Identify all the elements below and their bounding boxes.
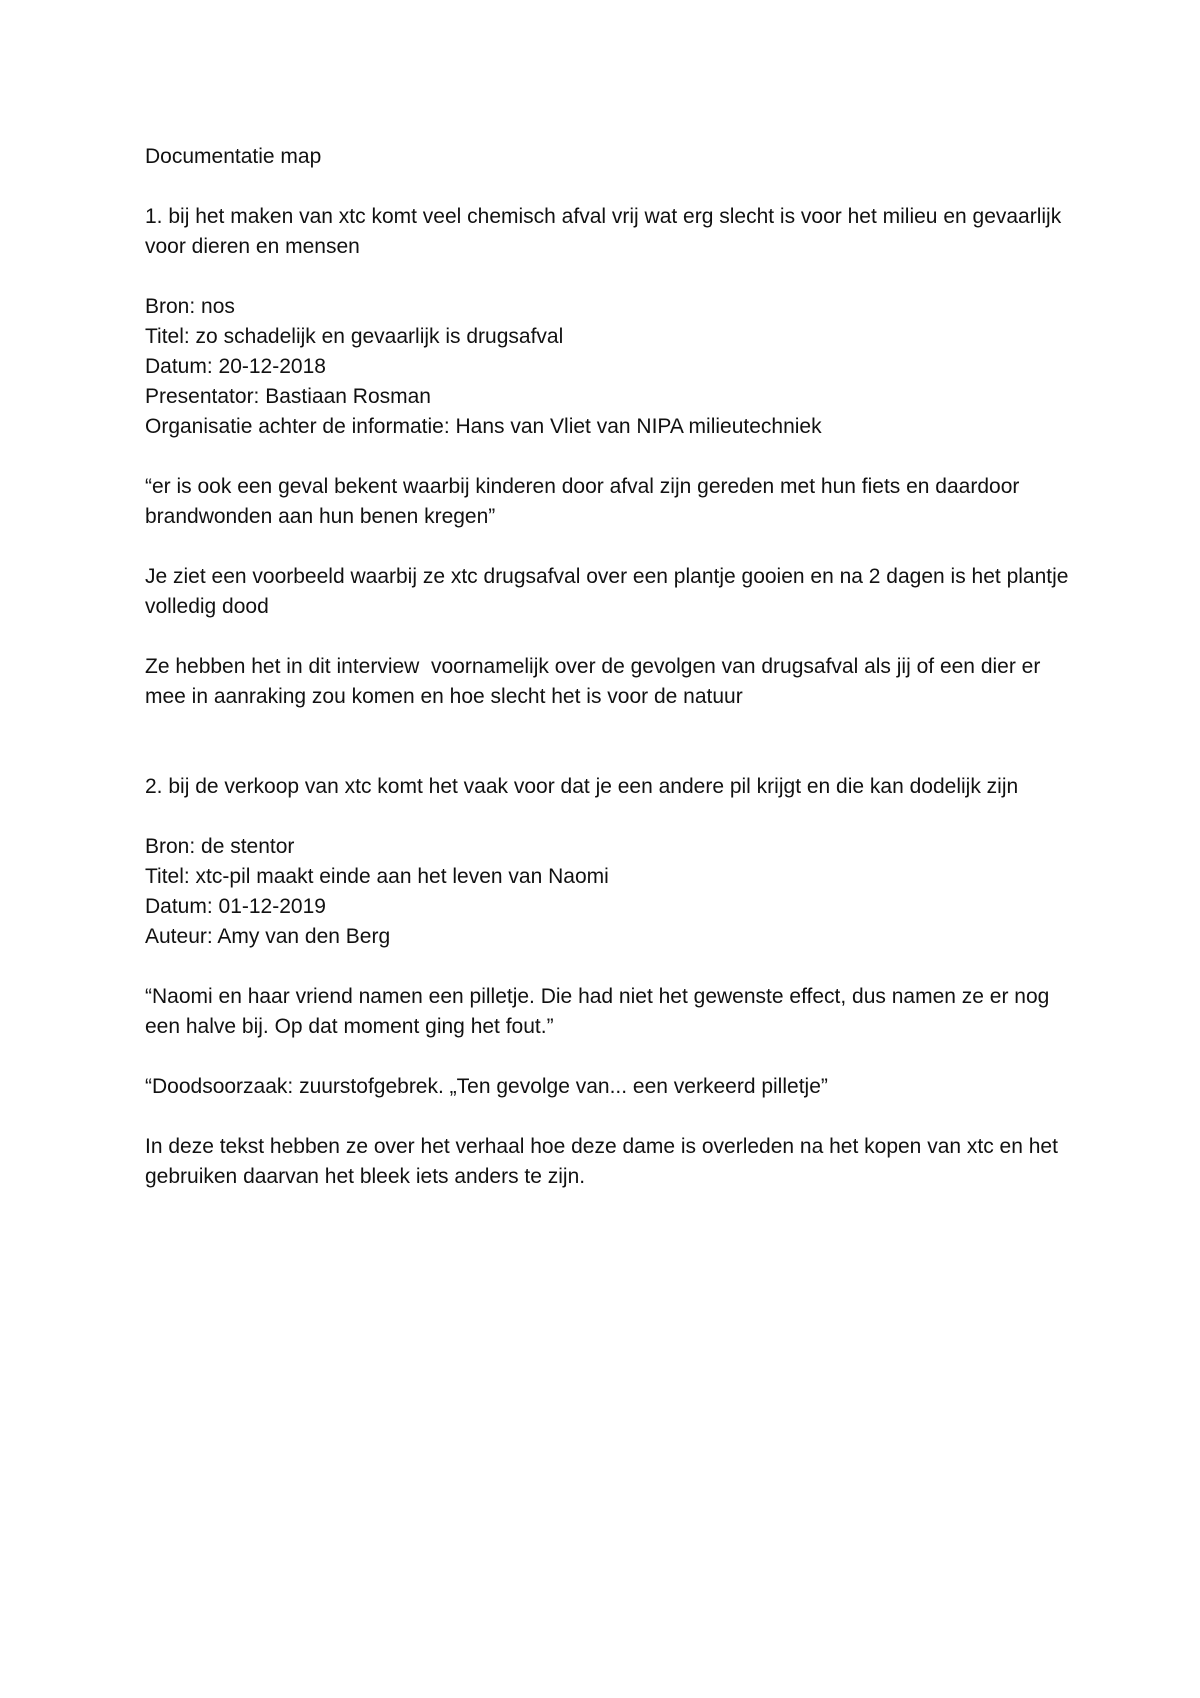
- spacer: [145, 532, 1085, 562]
- section1-source-line: Titel: zo schadelijk en gevaarlijk is drugsafval: [145, 325, 564, 348]
- spacer: [145, 262, 1085, 292]
- section2-source-block: [145, 832, 1085, 952]
- section1-source-block: [145, 292, 1085, 442]
- section2-quote: “Doodsoorzaak: zuurstofgebrek. „Ten gevolge van... een verkeerd pilletje”: [145, 1075, 828, 1098]
- section2-quote: “Naomi en haar vriend namen een pilletje. Die had niet het gewenste effect, dus namen ze er nog een halve bij. Op dat moment ging het fout.”: [145, 985, 1056, 1038]
- section1-paragraph: Je ziet een voorbeeld waarbij ze xtc drugsafval over een plantje gooien en na 2 dagen is het plantje volledig dood: [145, 565, 1075, 618]
- section1-heading: 1. bij het maken van xtc komt veel chemisch afval vrij wat erg slecht is voor het milieu en gevaarlijk voor dieren en mensen: [145, 205, 1068, 258]
- spacer: [145, 1102, 1085, 1132]
- section2-source-line: Auteur: Amy van den Berg: [145, 925, 391, 948]
- section1-source-line: Presentator: Bastiaan Rosman: [145, 385, 431, 408]
- spacer: [145, 712, 1085, 772]
- spacer: [145, 802, 1085, 832]
- spacer: [145, 1042, 1085, 1072]
- section1-source-line: Bron: nos: [145, 295, 235, 318]
- document-body: [145, 142, 1085, 1192]
- spacer: [145, 952, 1085, 982]
- section2-source-line: Datum: 01-12-2019: [145, 895, 326, 918]
- spacer: [145, 172, 1085, 202]
- section2-source-line: Titel: xtc-pil maakt einde aan het leven van Naomi: [145, 865, 609, 888]
- section1-source-line: Datum: 20-12-2018: [145, 355, 326, 378]
- document-title: Documentatie map: [145, 145, 322, 168]
- section1-quote: “er is ook een geval bekent waarbij kinderen door afval zijn gereden met hun fiets en daardoor brandwonden aan hun benen kregen”: [145, 475, 1026, 528]
- section1-source-line: Organisatie achter de informatie: Hans van Vliet van NIPA milieutechniek: [145, 415, 822, 438]
- spacer: [145, 442, 1085, 472]
- section1-paragraph: Ze hebben het in dit interview voornamelijk over de gevolgen van drugsafval als jij of een dier er mee in aanraking zou komen en hoe slecht het is voor de natuur: [145, 655, 1047, 708]
- spacer: [145, 622, 1085, 652]
- section2-heading: 2. bij de verkoop van xtc komt het vaak voor dat je een andere pil krijgt en die kan dodelijk zijn: [145, 775, 1019, 798]
- section2-source-line: Bron: de stentor: [145, 835, 295, 858]
- section2-paragraph: In deze tekst hebben ze over het verhaal hoe deze dame is overleden na het kopen van xtc en het gebruiken daarvan het bleek iets anders te zijn.: [145, 1135, 1064, 1188]
